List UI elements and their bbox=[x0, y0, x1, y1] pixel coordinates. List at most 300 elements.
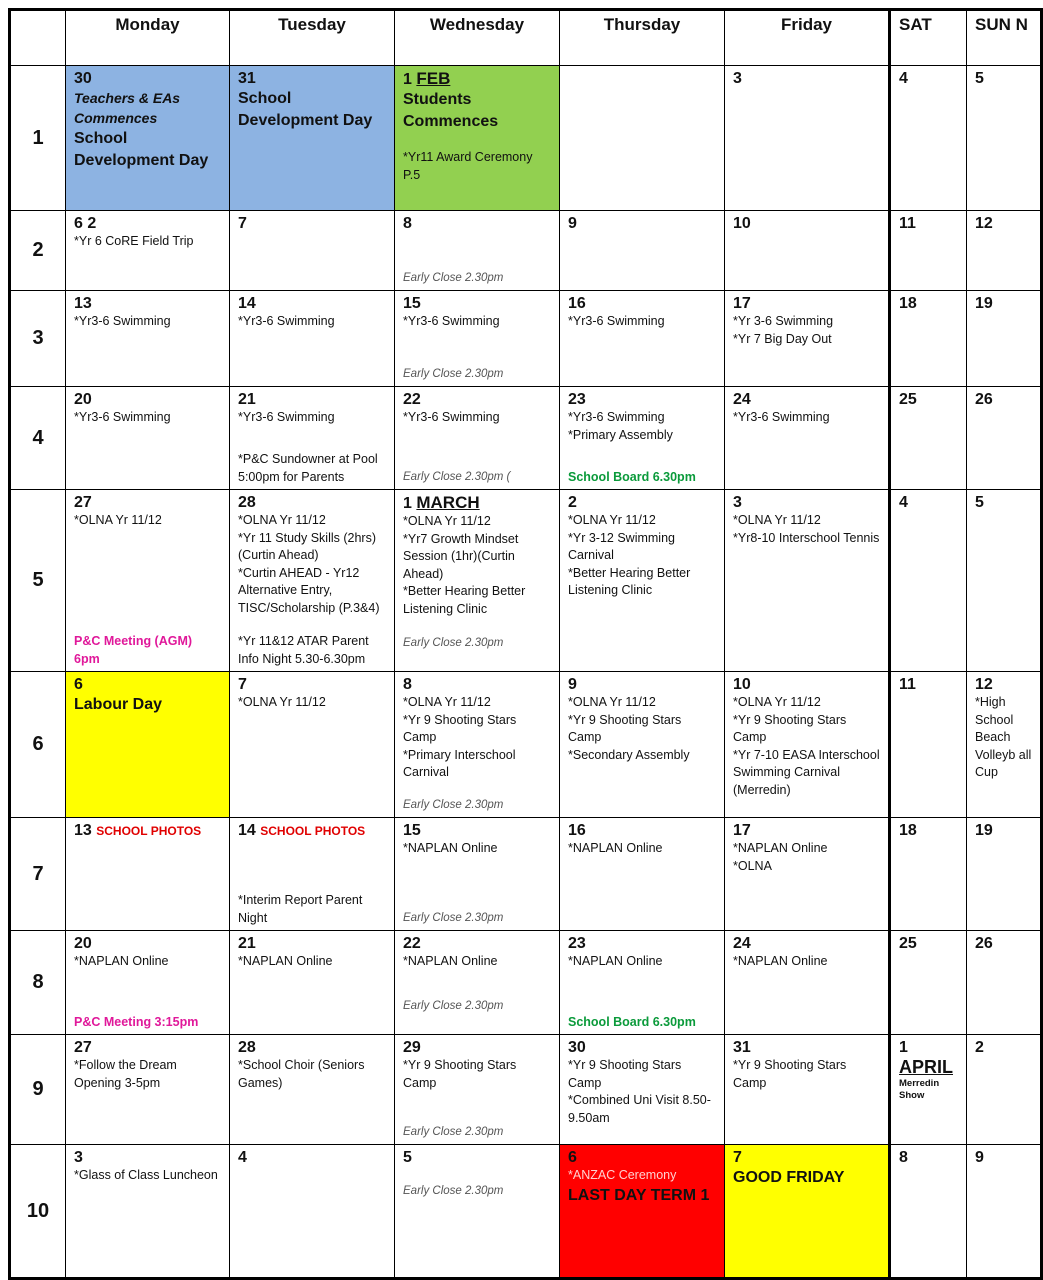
day-cell-friday[interactable] bbox=[725, 211, 890, 291]
day-cell-friday[interactable] bbox=[725, 818, 890, 931]
cell-content bbox=[66, 818, 229, 930]
day-line bbox=[568, 493, 716, 512]
cell-content bbox=[66, 1035, 229, 1144]
cell-content bbox=[967, 1035, 1040, 1144]
spacer bbox=[403, 1167, 551, 1183]
day-cell-friday[interactable] bbox=[725, 291, 890, 387]
cell-content bbox=[891, 818, 966, 930]
day-cell-saturday[interactable] bbox=[890, 66, 967, 211]
cell-content bbox=[725, 211, 888, 290]
early-close-note: Early Close 2.30pm ( bbox=[403, 471, 511, 483]
day-cell-sunday[interactable] bbox=[967, 672, 1042, 818]
day-cell-tuesday[interactable] bbox=[230, 1035, 395, 1145]
day-line bbox=[733, 934, 880, 953]
week-number: 5 bbox=[10, 490, 66, 672]
week-number: 6 bbox=[10, 672, 66, 818]
week-number: 4 bbox=[10, 387, 66, 490]
day-line bbox=[975, 934, 1032, 953]
day-line bbox=[733, 493, 880, 512]
day-cell-wednesday[interactable] bbox=[395, 1035, 560, 1145]
day-number: 5 bbox=[975, 70, 984, 87]
day-number: 1 bbox=[403, 71, 412, 88]
event-text: *Yr 9 Shooting Stars Camp bbox=[733, 1058, 847, 1090]
day-cell-friday[interactable] bbox=[725, 1145, 890, 1279]
cell-content bbox=[725, 672, 888, 817]
event-text: *OLNA Yr 11/12 bbox=[733, 695, 821, 709]
day-line bbox=[403, 934, 551, 953]
day-number: 14 bbox=[238, 295, 256, 312]
event-text: *Interim Report Parent Night bbox=[238, 893, 363, 925]
day-number: 31 bbox=[733, 1039, 751, 1056]
day-cell-thursday[interactable] bbox=[560, 387, 725, 490]
day-number: 21 bbox=[238, 935, 256, 952]
school-photos-tag: SCHOOL PHOTOS bbox=[260, 824, 366, 838]
day-number: 18 bbox=[899, 295, 917, 312]
day-line bbox=[74, 1148, 221, 1167]
day-cell-thursday[interactable] bbox=[560, 211, 725, 291]
cell-content bbox=[560, 490, 724, 671]
day-number: 25 bbox=[899, 935, 917, 952]
day-number: 3 bbox=[74, 1149, 83, 1166]
day-cell-wednesday[interactable] bbox=[395, 1145, 560, 1279]
day-number: 1 bbox=[403, 495, 412, 512]
day-cell-thursday[interactable] bbox=[560, 490, 725, 672]
cell-content bbox=[560, 211, 724, 290]
day-number: 30 bbox=[74, 70, 92, 87]
event-text: *NAPLAN Online bbox=[403, 841, 498, 855]
week-row bbox=[10, 931, 1042, 1035]
day-line bbox=[899, 390, 958, 409]
event-text: *Curtin AHEAD - Yr12 Alternative Entry, TISC/Scholarship (P.3&4) bbox=[238, 565, 380, 615]
day-line bbox=[975, 214, 1032, 233]
day-cell-thursday[interactable] bbox=[560, 1145, 725, 1279]
month-label: APRIL bbox=[899, 1057, 953, 1077]
day-cell-thursday[interactable] bbox=[560, 291, 725, 387]
cell-content bbox=[560, 1035, 724, 1144]
day-cell-monday[interactable] bbox=[66, 66, 230, 211]
cell-content bbox=[725, 1145, 888, 1277]
cell-content bbox=[66, 490, 229, 671]
day-number: 5 bbox=[975, 494, 984, 511]
day-cell-monday[interactable] bbox=[66, 291, 230, 387]
week-row bbox=[10, 1035, 1042, 1145]
day-number: 6 bbox=[74, 676, 83, 693]
early-close-note: Early Close 2.30pm bbox=[403, 1126, 504, 1138]
day-cell-thursday[interactable] bbox=[560, 66, 725, 211]
early-close-note: Early Close 2.30pm bbox=[403, 272, 504, 284]
day-cell-wednesday[interactable] bbox=[395, 931, 560, 1035]
event-text: *P&C Sundowner at Pool 5:00pm for Parents bbox=[238, 452, 378, 484]
school-board-note: School Board 6.30pm bbox=[568, 1014, 696, 1029]
day-line bbox=[568, 214, 716, 233]
cell-content bbox=[230, 211, 394, 290]
event-text: *NAPLAN Online bbox=[238, 954, 333, 968]
day-cell-sunday[interactable] bbox=[967, 931, 1042, 1035]
day-line bbox=[403, 1038, 551, 1057]
cell-content bbox=[560, 818, 724, 930]
cell-content bbox=[230, 672, 394, 817]
day-number: 2 bbox=[568, 494, 577, 511]
cell-bottom bbox=[403, 910, 551, 927]
day-cell-wednesday[interactable] bbox=[395, 211, 560, 291]
day-cell-monday[interactable] bbox=[66, 818, 230, 931]
day-number: 2 bbox=[975, 1039, 984, 1056]
day-number: 6 2 bbox=[74, 215, 97, 232]
day-cell-wednesday[interactable] bbox=[395, 818, 560, 931]
day-number: 19 bbox=[975, 295, 993, 312]
day-number: 10 bbox=[733, 676, 751, 693]
day-line bbox=[238, 294, 386, 313]
day-cell-monday[interactable] bbox=[66, 490, 230, 672]
month-label: FEB bbox=[416, 69, 451, 88]
term-calendar bbox=[8, 8, 1043, 1280]
day-number: 4 bbox=[899, 70, 908, 87]
cell-content bbox=[230, 1145, 394, 1277]
early-close-note: Early Close 2.30pm bbox=[403, 1185, 504, 1197]
event-text: *Yr3-6 Swimming bbox=[238, 410, 335, 424]
event-text: *Yr 9 Shooting Stars Camp bbox=[403, 712, 517, 744]
day-line bbox=[899, 1148, 958, 1167]
event-text: Merredin Show bbox=[899, 1078, 940, 1101]
day-cell-monday[interactable] bbox=[66, 211, 230, 291]
event-text: *Yr3-6 Swimming bbox=[403, 410, 500, 424]
day-cell-wednesday[interactable] bbox=[395, 291, 560, 387]
day-line bbox=[975, 493, 1032, 512]
cell-content bbox=[891, 211, 966, 290]
day-line bbox=[238, 493, 386, 512]
day-cell-saturday[interactable] bbox=[890, 211, 967, 291]
cell-content bbox=[66, 66, 229, 210]
cell-content bbox=[725, 818, 888, 930]
event-text: *OLNA Yr 11/12 bbox=[74, 513, 162, 527]
event-text: *NAPLAN Online bbox=[568, 954, 663, 968]
day-number: 14 bbox=[238, 822, 256, 839]
day-line bbox=[403, 493, 551, 513]
day-cell-sunday[interactable] bbox=[967, 490, 1042, 672]
week-row bbox=[10, 490, 1042, 672]
cell-content bbox=[725, 931, 888, 1034]
cell-content bbox=[66, 931, 229, 1034]
day-header-friday: Friday bbox=[725, 10, 890, 66]
day-number: 8 bbox=[899, 1149, 908, 1166]
day-number: 12 bbox=[975, 676, 993, 693]
day-number: 24 bbox=[733, 935, 751, 952]
day-line bbox=[74, 294, 221, 313]
early-close-note: Early Close 2.30pm bbox=[403, 637, 504, 649]
day-number: 3 bbox=[733, 70, 742, 87]
event-text: *Yr11 Award Ceremony P.5 bbox=[403, 150, 533, 182]
event-text: *Yr 9 Shooting Stars Camp bbox=[403, 1058, 517, 1090]
day-number: 23 bbox=[568, 935, 586, 952]
cell-content bbox=[725, 66, 888, 210]
day-cell-monday[interactable] bbox=[66, 387, 230, 490]
cell-content bbox=[395, 1035, 559, 1144]
day-line bbox=[568, 294, 716, 313]
day-cell-saturday[interactable] bbox=[890, 291, 967, 387]
day-line bbox=[403, 294, 551, 313]
day-cell-wednesday[interactable] bbox=[395, 672, 560, 818]
day-cell-friday[interactable] bbox=[725, 387, 890, 490]
event-text: *Secondary Assembly bbox=[568, 747, 690, 762]
day-cell-sunday[interactable] bbox=[967, 211, 1042, 291]
early-close-note: Early Close 2.30pm bbox=[403, 912, 504, 924]
cell-content bbox=[725, 291, 888, 386]
day-number: 26 bbox=[975, 391, 993, 408]
cell-content bbox=[560, 66, 724, 210]
event-text: *Yr 9 Shooting Stars Camp bbox=[568, 712, 682, 744]
cell-content bbox=[395, 387, 559, 489]
school-board-note: School Board 6.30pm bbox=[568, 469, 696, 484]
early-close-note: Early Close 2.30pm bbox=[403, 368, 504, 380]
day-header-thursday: Thursday bbox=[560, 10, 725, 66]
cell-content bbox=[891, 66, 966, 210]
event-text: *School Choir (Seniors Games) bbox=[238, 1058, 365, 1090]
cell-bottom bbox=[74, 1014, 221, 1032]
day-cell-wednesday[interactable] bbox=[395, 66, 560, 211]
day-cell-saturday[interactable] bbox=[890, 931, 967, 1035]
event-text: *NAPLAN Online bbox=[733, 841, 828, 855]
cell-content bbox=[891, 387, 966, 489]
day-number: 13 bbox=[74, 822, 92, 839]
day-line bbox=[74, 1038, 221, 1057]
day-cell-tuesday[interactable] bbox=[230, 931, 395, 1035]
event-text: *Glass of Class Luncheon bbox=[74, 1168, 218, 1182]
cell-content bbox=[725, 1035, 888, 1144]
day-line bbox=[975, 1148, 1032, 1167]
day-cell-tuesday[interactable] bbox=[230, 818, 395, 931]
cell-content bbox=[967, 211, 1040, 290]
day-line bbox=[899, 214, 958, 233]
cell-content bbox=[66, 291, 229, 386]
day-number: 25 bbox=[899, 391, 917, 408]
day-number: 28 bbox=[238, 1039, 256, 1056]
early-close-note: Early Close 2.30pm bbox=[403, 1000, 504, 1012]
cell-bottom bbox=[568, 469, 716, 487]
cell-bottom bbox=[568, 1014, 716, 1032]
day-number: 11 bbox=[899, 215, 916, 232]
day-cell-tuesday[interactable] bbox=[230, 672, 395, 818]
event-text: *OLNA Yr 11/12 bbox=[238, 513, 326, 527]
day-cell-thursday[interactable] bbox=[560, 818, 725, 931]
day-cell-monday[interactable] bbox=[66, 1145, 230, 1279]
day-line bbox=[899, 493, 958, 512]
day-line bbox=[238, 390, 386, 409]
event-text: *Yr3-6 Swimming bbox=[238, 314, 335, 328]
day-cell-friday[interactable] bbox=[725, 490, 890, 672]
week-row bbox=[10, 1145, 1042, 1279]
day-line bbox=[899, 675, 958, 694]
day-cell-sunday[interactable] bbox=[967, 387, 1042, 490]
cell-content bbox=[560, 1145, 724, 1277]
day-line bbox=[568, 1038, 716, 1057]
day-number: 9 bbox=[568, 676, 577, 693]
day-number: 30 bbox=[568, 1039, 586, 1056]
event-text: *OLNA Yr 11/12 bbox=[568, 513, 656, 527]
day-line bbox=[568, 1148, 716, 1167]
day-line bbox=[403, 214, 551, 233]
day-line bbox=[403, 69, 551, 89]
day-line bbox=[899, 934, 958, 953]
day-cell-saturday[interactable] bbox=[890, 1035, 967, 1145]
day-cell-sunday[interactable] bbox=[967, 818, 1042, 931]
cell-content bbox=[560, 931, 724, 1034]
cell-content bbox=[66, 1145, 229, 1277]
spacer bbox=[403, 652, 551, 668]
day-line bbox=[74, 934, 221, 953]
event-text: *Better Hearing Better Listening Clinic bbox=[403, 584, 526, 616]
day-number: 17 bbox=[733, 295, 751, 312]
day-cell-sunday[interactable] bbox=[967, 291, 1042, 387]
day-cell-friday[interactable] bbox=[725, 931, 890, 1035]
cell-content bbox=[967, 387, 1040, 489]
cell-content bbox=[66, 211, 229, 290]
event-text: *Yr 3-6 Swimming bbox=[733, 314, 834, 328]
day-line bbox=[568, 390, 716, 409]
week-number: 1 bbox=[10, 66, 66, 211]
cell-content bbox=[891, 1035, 966, 1144]
event-text: *Yr3-6 Swimming bbox=[74, 314, 171, 328]
day-cell-tuesday[interactable] bbox=[230, 490, 395, 672]
day-number: 16 bbox=[568, 822, 586, 839]
day-cell-tuesday[interactable] bbox=[230, 1145, 395, 1279]
cell-content bbox=[395, 931, 559, 1034]
event-text: *Yr 6 CoRE Field Trip bbox=[74, 234, 194, 248]
day-line bbox=[899, 69, 958, 88]
day-number: 23 bbox=[568, 391, 586, 408]
day-cell-sunday[interactable] bbox=[967, 1035, 1042, 1145]
event-text: *Yr 7-10 EASA Interschool Swimming Carnival (Merredin) bbox=[733, 747, 880, 797]
day-cell-thursday[interactable] bbox=[560, 931, 725, 1035]
day-cell-saturday[interactable] bbox=[890, 1145, 967, 1279]
cell-content bbox=[395, 818, 559, 930]
day-cell-tuesday[interactable] bbox=[230, 66, 395, 211]
cell-content bbox=[560, 672, 724, 817]
day-line bbox=[733, 1148, 880, 1167]
day-cell-saturday[interactable] bbox=[890, 387, 967, 490]
day-line bbox=[74, 493, 221, 512]
day-cell-sunday[interactable] bbox=[967, 1145, 1042, 1279]
day-line bbox=[568, 675, 716, 694]
day-number: 20 bbox=[74, 391, 92, 408]
day-number: 9 bbox=[975, 1149, 984, 1166]
cell-content bbox=[230, 387, 394, 489]
day-number: 13 bbox=[74, 295, 92, 312]
day-line bbox=[975, 821, 1032, 840]
day-number: 11 bbox=[899, 676, 916, 693]
event-text: *Yr 7 Big Day Out bbox=[733, 331, 832, 346]
week-row bbox=[10, 672, 1042, 818]
day-cell-tuesday[interactable] bbox=[230, 291, 395, 387]
day-line bbox=[975, 1038, 1032, 1057]
day-line bbox=[899, 1038, 958, 1057]
day-header-tuesday: Tuesday bbox=[230, 10, 395, 66]
day-cell-saturday[interactable] bbox=[890, 490, 967, 672]
day-number: 20 bbox=[74, 935, 92, 952]
day-header-monday: Monday bbox=[66, 10, 230, 66]
cell-bottom bbox=[403, 1124, 551, 1141]
cell-content bbox=[395, 490, 559, 671]
cell-content bbox=[230, 490, 394, 671]
cell-content bbox=[395, 291, 559, 386]
day-cell-saturday[interactable] bbox=[890, 672, 967, 818]
day-cell-friday[interactable] bbox=[725, 66, 890, 211]
day-line bbox=[975, 675, 1032, 694]
day-line bbox=[899, 294, 958, 313]
event-headline: GOOD FRIDAY bbox=[733, 1169, 845, 1186]
event-text: *OLNA Yr 11/12 bbox=[568, 695, 656, 709]
day-line bbox=[403, 1148, 551, 1167]
day-line bbox=[975, 294, 1032, 313]
event-headline: Students Commences bbox=[403, 91, 499, 130]
day-cell-tuesday[interactable] bbox=[230, 387, 395, 490]
event-text: *NAPLAN Online bbox=[403, 954, 498, 968]
day-cell-thursday[interactable] bbox=[560, 672, 725, 818]
day-line bbox=[74, 821, 221, 841]
cell-content bbox=[230, 66, 394, 210]
day-cell-friday[interactable] bbox=[725, 1035, 890, 1145]
cell-content bbox=[967, 818, 1040, 930]
day-cell-sunday[interactable] bbox=[967, 66, 1042, 211]
school-photos-tag: SCHOOL PHOTOS bbox=[96, 824, 202, 838]
event-text: *OLNA Yr 11/12 bbox=[403, 695, 491, 709]
day-line bbox=[74, 214, 221, 233]
cell-content bbox=[725, 387, 888, 489]
cell-content bbox=[967, 1145, 1040, 1277]
week-number: 10 bbox=[10, 1145, 66, 1279]
day-number: 9 bbox=[568, 215, 577, 232]
day-number: 8 bbox=[403, 676, 412, 693]
event-text: *OLNA bbox=[733, 858, 772, 873]
day-line bbox=[733, 390, 880, 409]
day-cell-saturday[interactable] bbox=[890, 818, 967, 931]
event-text: *Better Hearing Better Listening Clinic bbox=[568, 565, 691, 597]
day-number: 27 bbox=[74, 1039, 92, 1056]
day-line bbox=[733, 675, 880, 694]
day-number: 5 bbox=[403, 1149, 412, 1166]
day-line bbox=[238, 821, 386, 841]
week-row bbox=[10, 66, 1042, 211]
day-cell-monday[interactable] bbox=[66, 1035, 230, 1145]
event-text: *Yr3-6 Swimming bbox=[568, 410, 665, 424]
day-number: 10 bbox=[733, 215, 751, 232]
day-cell-thursday[interactable] bbox=[560, 1035, 725, 1145]
event-text: *Combined Uni Visit 8.50-9.50am bbox=[568, 1093, 711, 1125]
cell-bottom bbox=[403, 797, 551, 814]
day-line bbox=[238, 1038, 386, 1057]
day-line bbox=[238, 934, 386, 953]
day-number: 28 bbox=[238, 494, 256, 511]
cell-content bbox=[230, 291, 394, 386]
day-cell-monday[interactable] bbox=[66, 672, 230, 818]
cell-content bbox=[66, 387, 229, 489]
day-cell-friday[interactable] bbox=[725, 672, 890, 818]
event-text: *Yr 3-12 Swimming Carnival bbox=[568, 530, 675, 562]
day-cell-monday[interactable] bbox=[66, 931, 230, 1035]
event-text: *Primary Interschool Carnival bbox=[403, 747, 516, 779]
cell-content bbox=[395, 211, 559, 290]
event-text: *NAPLAN Online bbox=[733, 954, 828, 968]
cell-content bbox=[891, 1145, 966, 1277]
day-cell-wednesday[interactable] bbox=[395, 387, 560, 490]
day-cell-wednesday[interactable] bbox=[395, 490, 560, 672]
event-text: *Yr8-10 Interschool Tennis bbox=[733, 530, 880, 545]
day-cell-tuesday[interactable] bbox=[230, 211, 395, 291]
cell-content bbox=[967, 291, 1040, 386]
week-row bbox=[10, 387, 1042, 490]
event-headline: Labour Day bbox=[74, 696, 163, 713]
cell-content bbox=[725, 490, 888, 671]
day-number: 15 bbox=[403, 822, 421, 839]
